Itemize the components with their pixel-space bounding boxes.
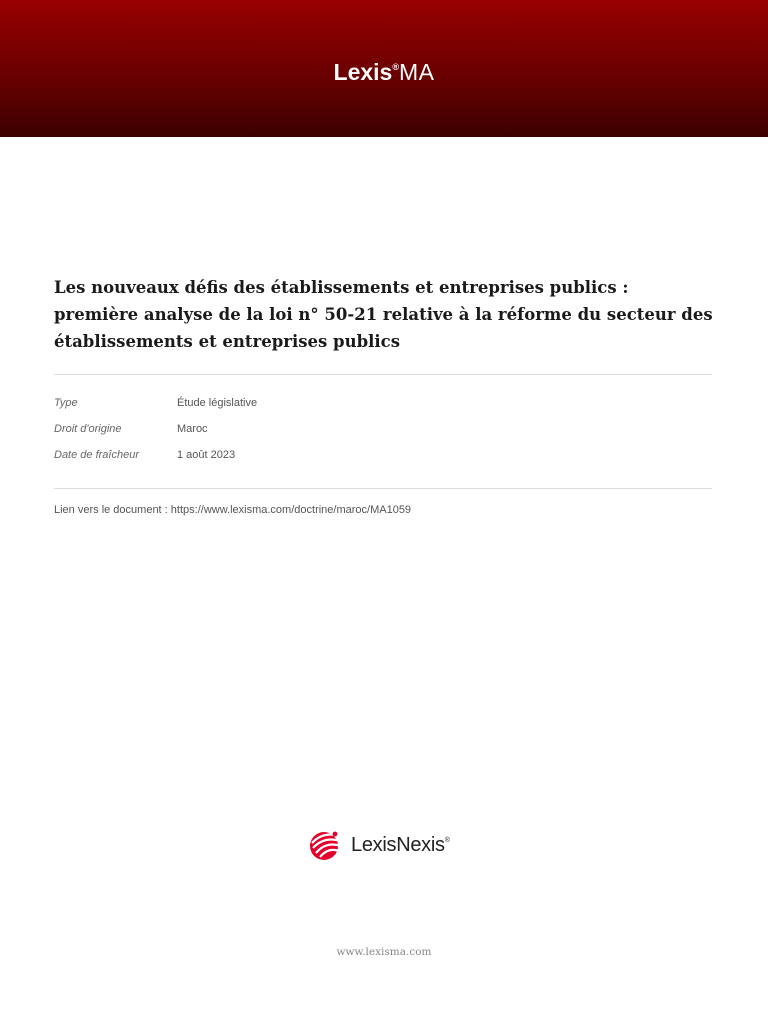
lexisnexis-wordmark <box>351 834 450 857</box>
lexisma-brand-logo <box>0 52 768 87</box>
document-title: Les nouveaux défis des établissements et entreprises publics : première analyse de la loi n° 50-21 relative à la réforme du secteur des établissements et entreprises publics <box>54 278 713 351</box>
meta-value-date-fraicheur: 1 août 2023 <box>177 449 236 461</box>
lexisnexis-logo <box>309 828 450 862</box>
lexisnexis-registered-mark: ® <box>444 836 450 844</box>
lexisnexis-eagle-icon <box>309 829 343 861</box>
document-link-line <box>54 504 411 516</box>
brand-registered-mark: ® <box>392 62 399 72</box>
header-banner <box>0 0 768 137</box>
meta-value-type: Étude législative <box>177 397 258 409</box>
brand-part-ma: MA <box>398 59 435 85</box>
meta-key-type: Type <box>54 397 78 409</box>
footer-url[interactable]: www.lexisma.com <box>336 946 432 958</box>
meta-key-droit-origine: Droit d'origine <box>54 423 122 435</box>
document-link-label: Lien vers le document : <box>54 504 168 516</box>
meta-key-date-fraicheur: Date de fraîcheur <box>54 449 139 461</box>
document-link-url[interactable]: https://www.lexisma.com/doctrine/maroc/MA1059 <box>170 504 412 516</box>
lexisnexis-name: LexisNexis <box>351 833 445 856</box>
meta-value-droit-origine: Maroc <box>177 423 208 435</box>
divider-bottom <box>54 488 712 489</box>
brand-part-lexis: Lexis <box>333 59 393 85</box>
divider-top <box>54 374 712 375</box>
